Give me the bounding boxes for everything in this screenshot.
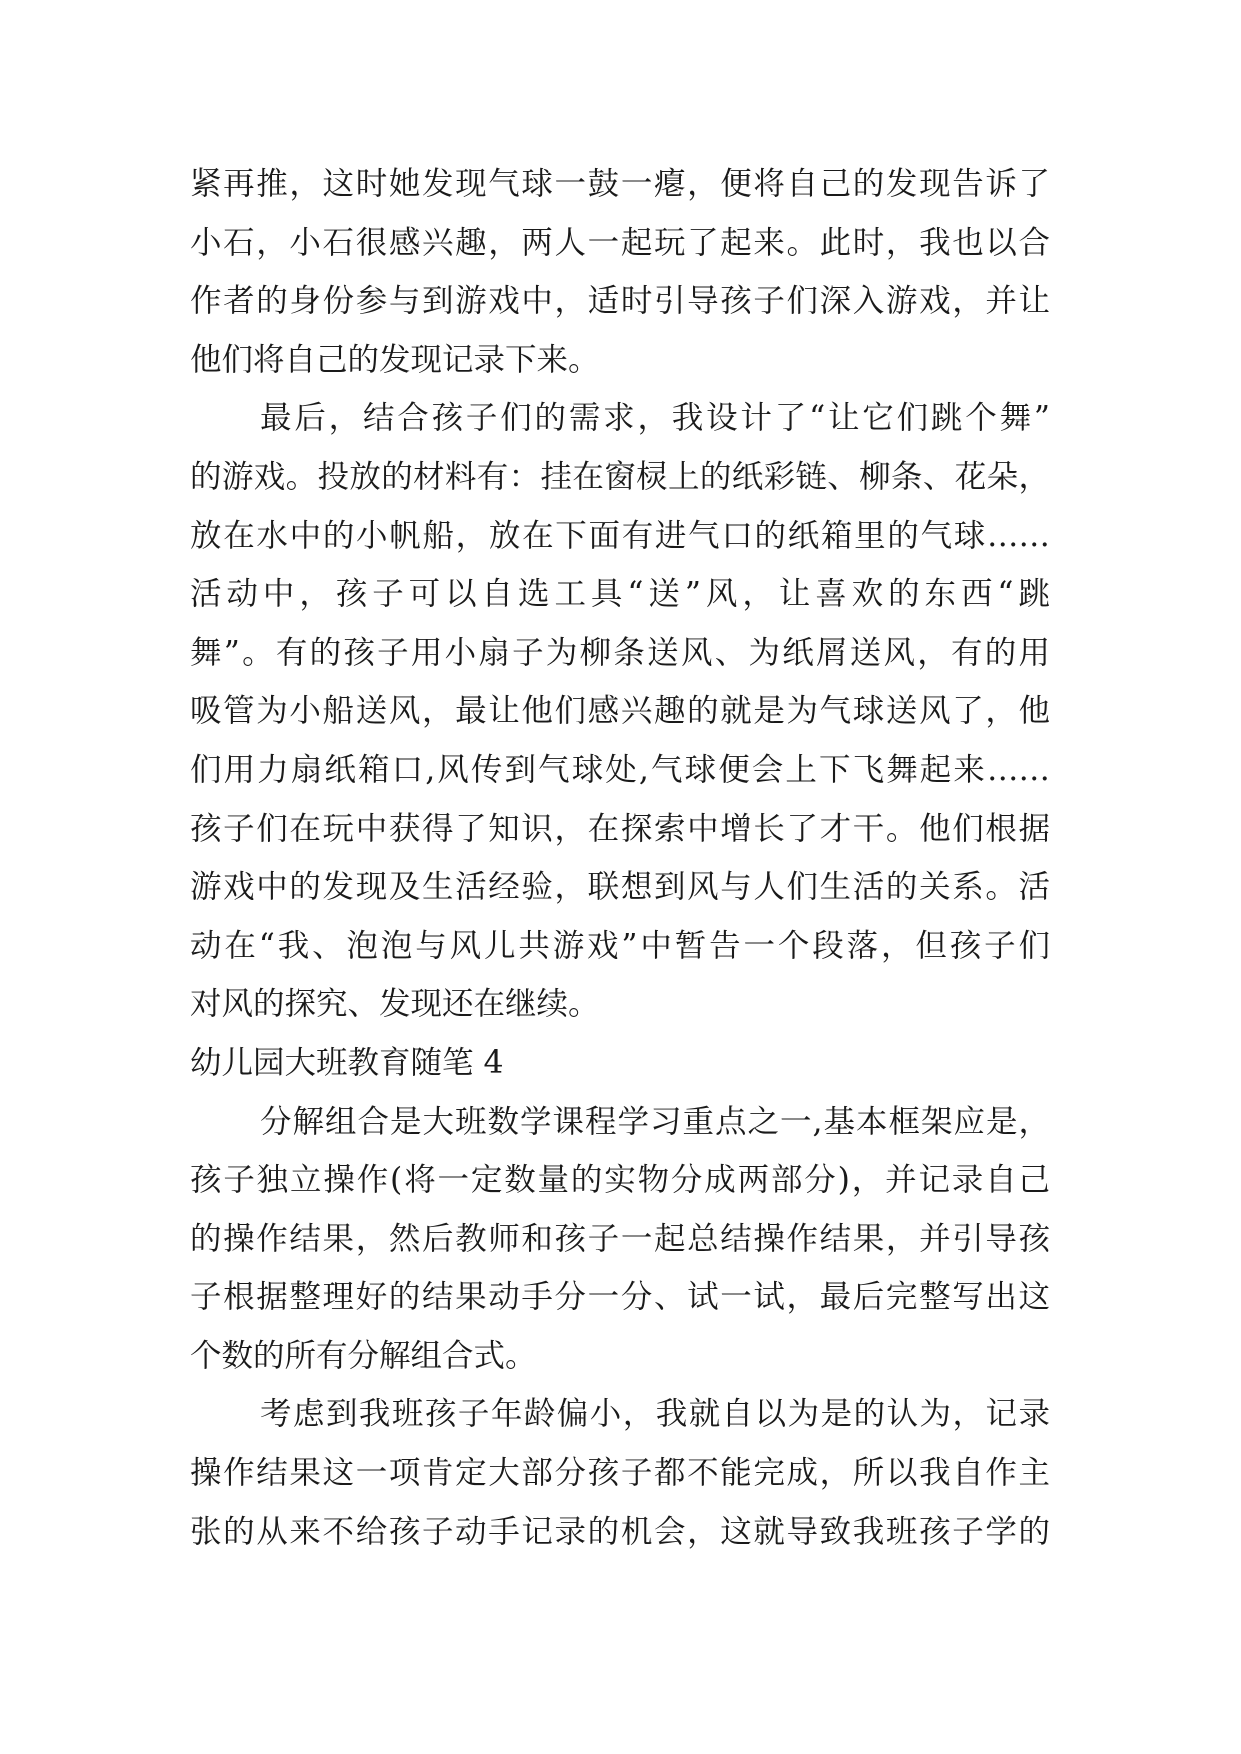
text-line: 张的从来不给孩子动手记录的机会，这就导致我班孩子学的 [190,1513,1050,1550]
text-line: 的游戏。投放的材料有：挂在窗棂上的纸彩链、柳条、花朵， [190,458,1050,495]
paragraph-end-line: 对风的探究、发现还在继续。 [190,986,600,1023]
text-line: 作者的身份参与到游戏中，适时引导孩子们深入游戏，并让 [190,283,1050,320]
text-line: 紧再推，这时她发现气球一鼓一瘪，便将自己的发现告诉了 [190,166,1050,202]
section-heading: 幼儿园大班教育随笔 4 [190,1044,504,1081]
essay-body [190,155,1050,1561]
text-line: 活动中，孩子可以自选工具“送”风，让喜欢的东西“跳 [190,576,1050,613]
text-line: 们用力扇纸箱口,风传到气球处,气球便会上下飞舞起来…… [190,751,1050,788]
text-line: 的操作结果，然后教师和孩子一起总结操作结果，并引导孩 [190,1220,1050,1257]
paragraph-start-line: 考虑到我班孩子年龄偏小，我就自以为是的认为，记录 [260,1396,1050,1433]
text-line: 子根据整理好的结果动手分一分、试一试，最后完整写出这 [190,1279,1050,1316]
text-line: 操作结果这一项肯定大部分孩子都不能完成，所以我自作主 [190,1455,1050,1492]
text-line: 小石，小石很感兴趣，两人一起玩了起来。此时，我也以合 [190,224,1050,261]
text-line: 动在“我、泡泡与风儿共游戏”中暂告一个段落，但孩子们 [190,927,1050,964]
paragraph-end-line: 他们将自己的发现记录下来。 [190,341,600,378]
text-line: 吸管为小船送风，最让他们感兴趣的就是为气球送风了，他 [190,693,1050,730]
paragraph-start-line: 分解组合是大班数学课程学习重点之一,基本框架应是， [260,1103,1050,1140]
text-line: 游戏中的发现及生活经验，联想到风与人们生活的关系。活 [190,869,1050,906]
text-line: 放在水中的小帆船，放在下面有进气口的纸箱里的气球…… [190,517,1050,554]
text-line: 孩子们在玩中获得了知识，在探索中增长了才干。他们根据 [190,810,1050,847]
text-line: 舞”。有的孩子用小扇子为柳条送风、为纸屑送风，有的用 [190,634,1050,671]
paragraph-start-line: 最后，结合孩子们的需求，我设计了“让它们跳个舞” [260,400,1050,437]
paragraph-end-line: 个数的所有分解组合式。 [190,1337,537,1374]
text-line: 孩子独立操作(将一定数量的实物分成两部分)，并记录自己 [190,1162,1050,1199]
